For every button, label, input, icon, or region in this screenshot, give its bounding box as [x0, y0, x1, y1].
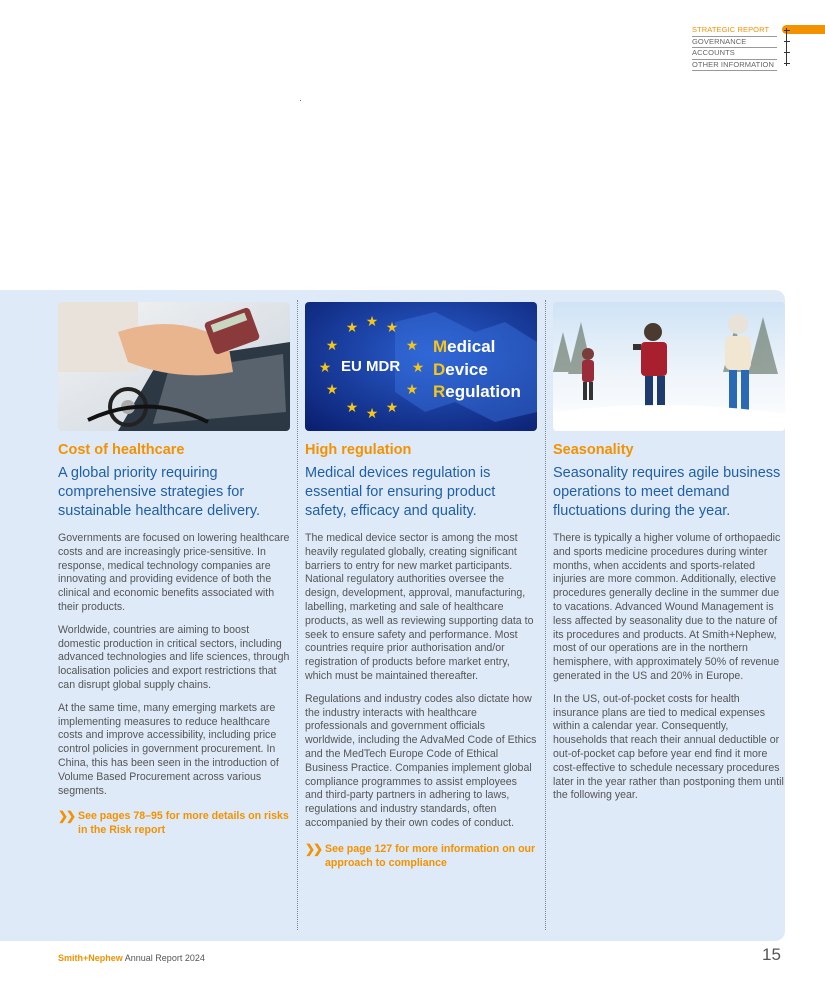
nav-strategic-report[interactable]: STRATEGIC REPORT	[692, 25, 777, 37]
body-paragraph: There is typically a higher volume of orthopaedic and sports medicine procedures during winter months, when accidents and sports-related injuries are more common. Additionally, elective procedures generally decline in the summer due to vacations. Advanced Wound Management is less affected by seasonality due to the nature of its procedures and products. At Smith+Nephew, most of our operations are in the northern hemisphere, with approximately 50% of revenue generated in the US and 20% in Europe.	[553, 532, 781, 682]
svg-text:★: ★	[345, 320, 359, 336]
svg-text:★: ★	[365, 406, 379, 422]
double-chevron-right-icon: ❯❯	[305, 841, 322, 856]
svg-text:★: ★	[325, 338, 339, 354]
eu-mdr-label: EU MDR	[341, 358, 401, 375]
svg-text:★: ★	[318, 360, 332, 376]
column-divider	[297, 300, 298, 930]
nav-marker	[784, 30, 790, 31]
section-heading: Cost of healthcare	[58, 442, 185, 458]
body-paragraph: The medical device sector is among the most heavily regulated globally, creating significant barriers to entry for new market participants. National regulatory authorities oversee the design, development, approval, manufacturing, labelling, marketing and sale of healthcare products, as well as reviewing supporting data to seek to ensure safety and performance. Most countries require prior authorisation and/or registration of products before market entry, which must be maintained thereafter.	[305, 532, 534, 682]
body-paragraph: Governments are focused on lowering healthcare costs and are increasingly price-sensitive. In response, medical technology companies are innovating and providing evidence of both the clinical and economic benefits associated with their products.	[58, 532, 290, 613]
svg-text:★: ★	[345, 400, 359, 416]
laptop-calculator-photo	[58, 302, 290, 431]
see-more-text: See page 127 for more information on our approach to compliance	[325, 842, 536, 869]
mdr-title: Medical Device Regulation	[433, 337, 521, 401]
section-lead: Seasonality requires agile business operations to meet demand fluctuations during the year.	[553, 465, 781, 519]
svg-text:★: ★	[385, 400, 399, 416]
nav-track-line	[786, 28, 787, 66]
svg-text:★: ★	[365, 314, 379, 330]
body-paragraph: In the US, out-of-pocket costs for health insurance plans are tied to medical expenses within a calendar year. Consequently, households that reach their annual deductible or out-of-pocket cap before year end find it more cost-effective to schedule necessary procedures later in the year rather than postponing them until the following year.	[553, 692, 784, 802]
svg-text:★: ★	[405, 338, 419, 354]
snow-sports-photo	[553, 302, 785, 431]
column-seasonality	[553, 302, 785, 803]
nav-accounts[interactable]: ACCOUNTS	[692, 48, 777, 60]
nav-marker	[784, 63, 790, 64]
brand-name: Smith+Nephew	[58, 953, 123, 963]
nav-governance[interactable]: GOVERNANCE	[692, 37, 777, 49]
section-lead: A global priority requiring comprehensive strategies for sustainable healthcare delivery.	[58, 465, 261, 519]
column-divider	[545, 300, 546, 930]
body-paragraph: At the same time, many emerging markets are implementing measures to reduce healthcare costs and improve accessibility, including price control policies in government procurement. In China, this has been seen in the introduction of Volume Based Procurement across various segments.	[58, 701, 279, 797]
section-heading: High regulation	[305, 442, 412, 458]
risk-factors-panel	[0, 290, 785, 941]
body-paragraph: Regulations and industry codes also dictate how the industry interacts with healthcare professionals and government officials worldwide, including the AdvaMed Code of Ethics and the MedTech Europe Code of Ethical Business Practice. Companies implement global compliance programmes to assist employees and third-party partners in adhering to laws, regulations and industry standards, often accompanied by their own codes of conduct.	[305, 692, 537, 829]
see-more-text: See pages 78–95 for more details on risks in the Risk report	[78, 810, 289, 837]
column-cost-of-healthcare	[58, 302, 290, 838]
nav-marker	[784, 41, 790, 42]
double-chevron-right-icon: ❯❯	[58, 809, 75, 824]
body-paragraph: Worldwide, countries are aiming to boost domestic production in critical sectors, including advanced technologies and life sciences, through localisation policies and export restrictions that can disrupt global supply chains.	[58, 623, 290, 691]
see-more-link[interactable]	[305, 843, 537, 871]
svg-text:★: ★	[385, 320, 399, 336]
svg-text:★: ★	[325, 382, 339, 398]
section-heading: Seasonality	[553, 442, 634, 458]
svg-text:★: ★	[405, 382, 419, 398]
section-nav	[692, 25, 777, 71]
see-more-link[interactable]	[58, 810, 290, 838]
speck	[300, 100, 301, 101]
footer-brand	[58, 953, 205, 963]
nav-other-information[interactable]: OTHER INFORMATION	[692, 60, 777, 72]
nav-marker	[784, 52, 790, 53]
svg-text:★: ★	[411, 360, 425, 376]
page-number: 15	[762, 945, 781, 964]
section-lead: Medical devices regulation is essential for ensuring product safety, efficacy and quality.	[305, 465, 496, 519]
report-name: Annual Report 2024	[124, 953, 205, 963]
column-high-regulation	[305, 302, 537, 870]
eu-mdr-photo	[305, 302, 537, 431]
